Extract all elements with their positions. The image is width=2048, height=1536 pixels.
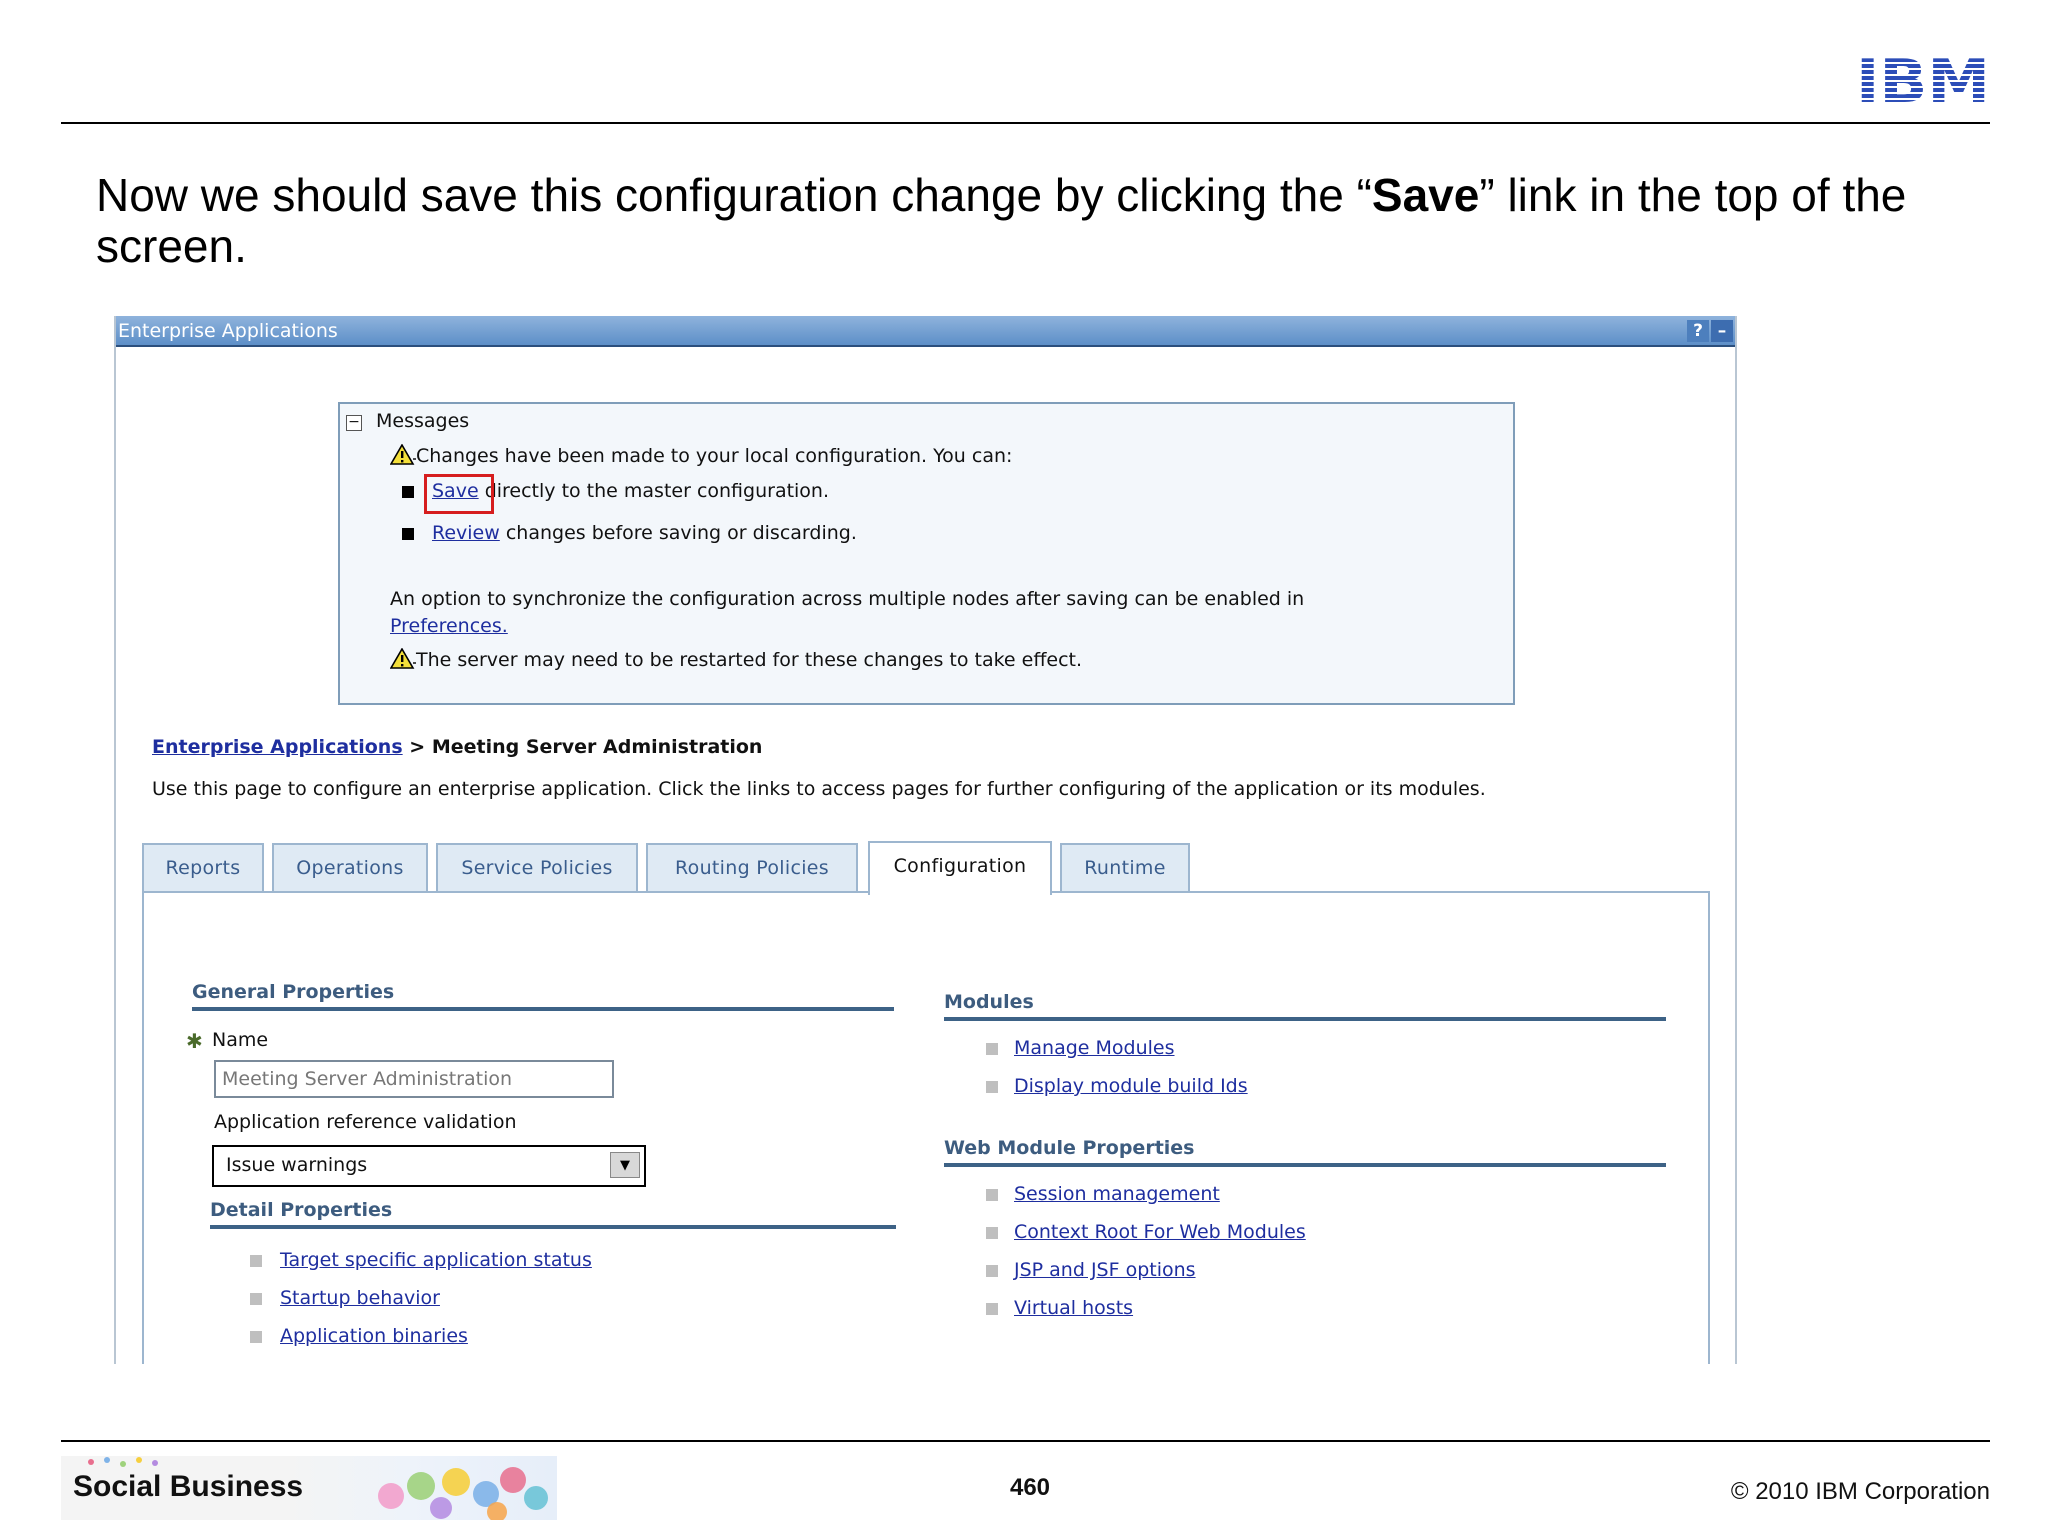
manage-modules-link[interactable]: Manage Modules [1014,1037,1175,1059]
heading-text-end: ” link in the top of the screen. [96,169,1907,272]
console-title-bar [116,316,1735,347]
configuration-panel [142,891,1710,1364]
restart-message [390,648,1082,671]
section-divider [192,1007,894,1011]
list-bullet-icon [986,1043,998,1055]
list-bullet-icon [250,1293,262,1305]
modules-title: Modules [944,991,1034,1013]
session-management-link[interactable]: Session management [1014,1183,1220,1205]
messages-header [346,410,469,432]
breadcrumb [152,736,762,758]
list-bullet-icon [250,1255,262,1267]
slide-heading [96,170,1956,272]
header-rule [61,122,1990,124]
dropdown-arrow-icon[interactable]: ▼ [610,1152,640,1178]
validation-label: Application reference validation [214,1111,517,1133]
tab-runtime[interactable]: Runtime [1060,843,1190,893]
save-link-highlight [424,474,494,514]
page-description: Use this page to configure an enterprise application. Click the links to access pages for further configuring of the application or its modules. [152,778,1486,800]
bullet-icon [402,486,414,498]
console-title: Enterprise Applications [118,320,338,342]
review-message [432,522,857,544]
changes-text: Changes have been made to your local configuration. You can: [416,445,1013,467]
validation-selected-value: Issue warnings [226,1154,368,1176]
breadcrumb-current: Meeting Server Administration [431,736,763,758]
brand-name: Social Business [73,1470,304,1503]
changes-message [390,444,1012,467]
warning-icon [390,444,416,466]
jsp-jsf-options-link[interactable]: JSP and JSF options [1014,1259,1196,1281]
bullet-icon [402,528,414,540]
list-bullet-icon [250,1331,262,1343]
virtual-hosts-link[interactable]: Virtual hosts [1014,1297,1134,1319]
validation-select[interactable] [212,1145,646,1187]
application-binaries-link[interactable]: Application binaries [280,1325,468,1347]
tab-reports[interactable]: Reports [142,843,264,893]
minimize-icon[interactable]: – [1711,320,1733,342]
messages-box [338,402,1515,705]
section-divider [210,1225,896,1229]
heading-text-start: Now we should save this configuration change by clicking the “ [96,169,1372,221]
restart-text: The server may need to be restarted for these changes to take effect. [416,649,1083,671]
name-label: Name [212,1029,269,1051]
startup-behavior-link[interactable]: Startup behavior [280,1287,440,1309]
heading-text-bold: Save [1371,169,1480,221]
tab-configuration[interactable]: Configuration [868,841,1052,895]
list-bullet-icon [986,1303,998,1315]
help-icon[interactable]: ? [1687,320,1709,342]
warning-icon [390,648,416,670]
breadcrumb-separator: > [409,736,426,758]
review-link[interactable]: Review [432,522,500,544]
target-status-link[interactable]: Target specific application status [280,1249,592,1271]
sync-message: An option to synchronize the configuration across multiple nodes after saving can be enabled in [390,588,1305,610]
context-root-link[interactable]: Context Root For Web Modules [1014,1221,1306,1243]
list-bullet-icon [986,1189,998,1201]
list-bullet-icon [986,1265,998,1277]
web-module-properties-title: Web Module Properties [944,1137,1195,1159]
preferences-link[interactable]: Preferences. [390,615,508,637]
general-properties-title: General Properties [192,981,395,1003]
name-input[interactable] [214,1060,614,1098]
footer-rule [61,1440,1990,1442]
breadcrumb-link[interactable]: Enterprise Applications [152,736,403,758]
preferences-message [390,615,508,637]
page-number: 460 [1009,1474,1051,1501]
save-link[interactable]: Save [432,480,479,502]
detail-properties-title: Detail Properties [210,1199,393,1221]
save-message-text: directly to the master configuration. [484,480,830,502]
messages-title: Messages [376,410,470,432]
tab-service-policies[interactable]: Service Policies [436,843,638,893]
module-build-ids-link[interactable]: Display module build Ids [1014,1075,1248,1097]
console-panel [114,316,1737,1364]
collapse-icon[interactable]: − [346,415,362,431]
required-icon: ✱ [186,1029,203,1053]
review-message-text: changes before saving or discarding. [505,522,857,544]
section-divider [944,1163,1666,1167]
ibm-logo [1856,52,1990,106]
tab-routing-policies[interactable]: Routing Policies [646,843,858,893]
list-bullet-icon [986,1081,998,1093]
section-divider [944,1017,1666,1021]
tab-operations[interactable]: Operations [272,843,428,893]
copyright: © 2010 IBM Corporation [1730,1478,1990,1505]
list-bullet-icon [986,1227,998,1239]
social-business-banner [61,1456,557,1520]
